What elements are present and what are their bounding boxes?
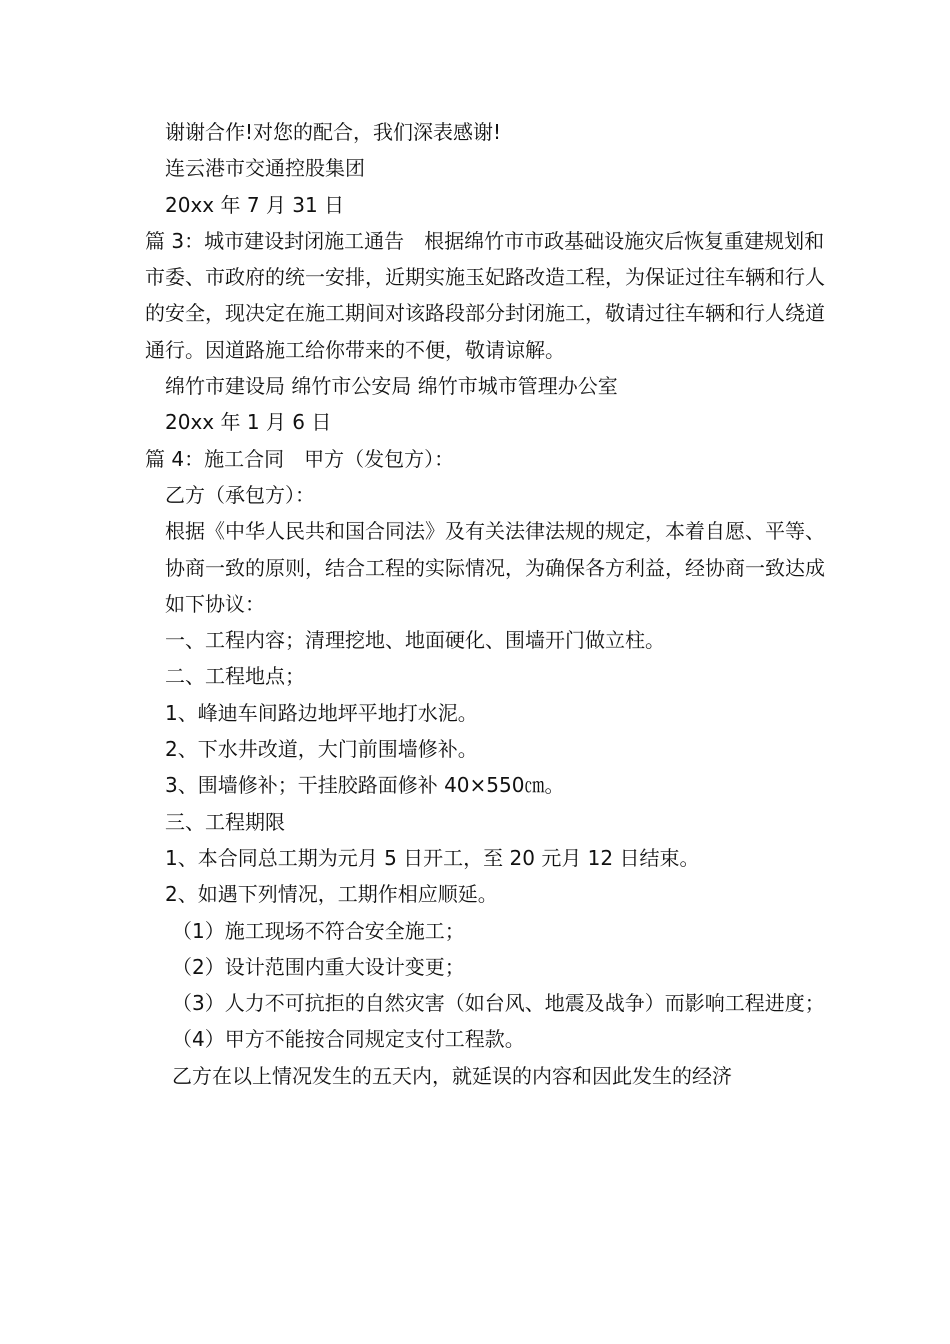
paragraph-condition-1: （1）施工现场不符合安全施工；	[172, 918, 465, 943]
paragraph-item-3: 三、工程期限	[165, 809, 285, 834]
paragraph-location-3: 3、围墙修补；干挂胶路面修补 40×550㎝。	[165, 773, 565, 798]
paragraph-signatory-mianzhu: 绵竹市建设局 绵竹市公安局 绵竹市城市管理办公室	[165, 374, 618, 399]
paragraph-term-1: 1、本合同总工期为元月 5 日开工，至 20 元月 12 日结束。	[165, 845, 700, 870]
paragraph-term-2: 2、如遇下列情况，工期作相应顺延。	[165, 882, 498, 907]
paragraph-party-b-duty: 乙方在以上情况发生的五天内，就延误的内容和因此发生的经济	[172, 1063, 732, 1088]
paragraph-date-1: 20xx 年 7 月 31 日	[165, 192, 345, 217]
paragraph-party-b: 乙方（承包方）：	[165, 482, 315, 507]
paragraph-location-2: 2、下水井改道，大门前围墙修补。	[165, 737, 478, 762]
paragraph-location-1: 1、峰迪车间路边地坪平地打水泥。	[165, 700, 478, 725]
paragraph-item-1: 一、工程内容；清理挖地、地面硬化、围墙开门做立柱。	[165, 628, 665, 653]
paragraph-section-4: 篇 4：施工合同 甲方（发包方）：	[145, 446, 455, 471]
paragraph-section-3: 篇 3：城市建设封闭施工通告 根据绵竹市市政基础设施灾后恢复重建规划和市委、市政府的统一安排，近期实施玉妃路改造工程，为保证过往车辆和行人的安全，现决定在施工期间对该路段部分封闭施工，敬请过往车辆和行人绕道通行。因道路施工给你带来的不便，敬请谅解。	[145, 228, 825, 362]
paragraph-basis: 根据《中华人民共和国合同法》及有关法律法规的规定，本着自愿、平等、协商一致的原则，结合工程的实际情况，为确保各方利益，经协商一致达成如下协议：	[165, 519, 825, 616]
paragraph-thanks: 谢谢合作!对您的配合，我们深表感谢!	[165, 120, 502, 144]
paragraph-condition-2: （2）设计范围内重大设计变更；	[172, 954, 465, 979]
paragraph-condition-4: （4）甲方不能按合同规定支付工程款。	[172, 1027, 525, 1052]
document-body	[145, 114, 835, 1094]
paragraph-item-2: 二、工程地点；	[165, 664, 305, 689]
paragraph-condition-3: （3）人力不可抗拒的自然灾害（如台风、地震及战争）而影响工程进度；	[172, 991, 825, 1016]
paragraph-date-2: 20xx 年 1 月 6 日	[165, 410, 332, 435]
paragraph-signatory-lianyungang: 连云港市交通控股集团	[165, 156, 365, 181]
